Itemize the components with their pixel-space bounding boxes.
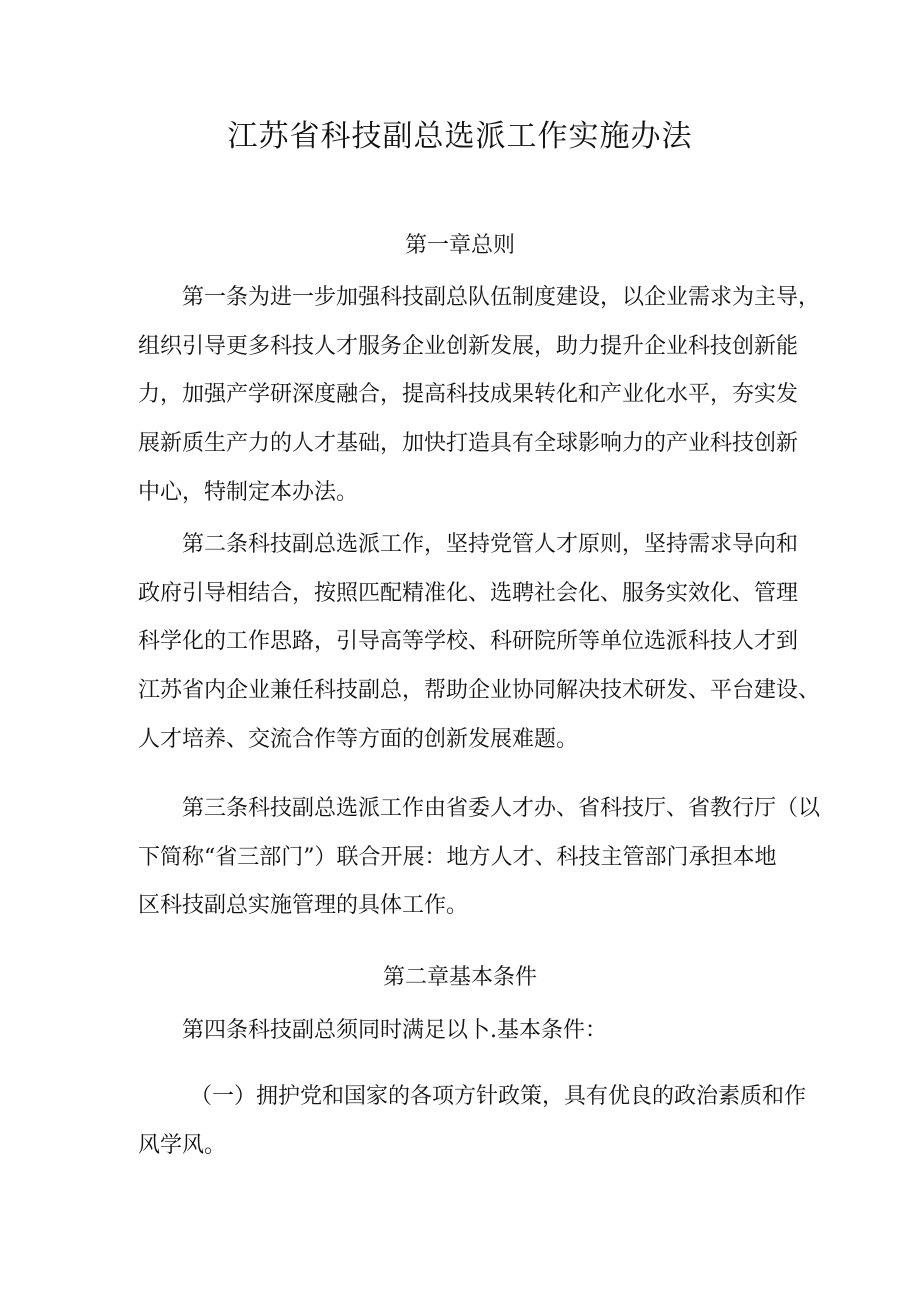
- item-1-line: （一）拥护党和国家的各项方针政策，具有优良的政治素质和作: [190, 1084, 807, 1109]
- item-1-paragraph: [138, 1073, 807, 1170]
- chapter-heading-1: 第一章总则: [404, 233, 515, 258]
- article-1-paragraph: [138, 274, 821, 518]
- article-3-paragraph: [138, 785, 821, 931]
- article-4-paragraph: [138, 1007, 788, 1056]
- article-1-line: 展新质生产力的人才基础，加快打造具有全球影响力的产业科技创新: [138, 431, 799, 457]
- article-2-line: 江苏省内企业兼任科技副总，帮助企业协同解决技术研发、平台建设、: [138, 678, 821, 704]
- article-3-line: 下简称“省三部门”）联合开展：地方人才、科技主管部门承担本地: [138, 844, 777, 870]
- document-title: 江苏省科技副总选派工作实施办法: [227, 119, 693, 154]
- article-1-line: 中心，特制定本办法。: [138, 479, 359, 505]
- article-1-line: 力，加强产学研深度融合，提高科技成果转化和产业化水平，夯实发: [138, 382, 799, 408]
- article-2-line: 政府引导相结合，按照匹配精准化、选聘社会化、服务实效化、管理: [138, 580, 799, 606]
- article-3-line: 第三条科技副总选派工作由省委人才办、省科技厅、省教行厅（以: [182, 796, 821, 821]
- article-2-line: 科学化的工作思路，引导高等学校、科研院所等单位选派科技人才到: [138, 629, 799, 655]
- article-3-line: 区科技副总实施管理的具体工作。: [138, 893, 469, 919]
- article-2-line: 第二条科技副总选派工作，坚持党管人才原则，坚持需求导向和: [182, 532, 799, 557]
- article-1-line: 第一条为进一步加强科技副总队伍制度建设，以企业需求为主导，: [182, 285, 821, 310]
- article-1-line: 组织引导更多科技人才服务企业创新发展，助力提升企业科技创新能: [138, 333, 799, 359]
- chapter-heading-2: 第二章基本条件: [382, 965, 537, 990]
- article-2-line: 人才培养、交流合作等方面的创新发展难题。: [138, 726, 579, 752]
- article-4-line: 第四条科技副总须同时满足以卜.基本条件：: [182, 1018, 607, 1043]
- item-1-line: 风学风。: [138, 1132, 227, 1158]
- article-2-paragraph: [138, 521, 821, 765]
